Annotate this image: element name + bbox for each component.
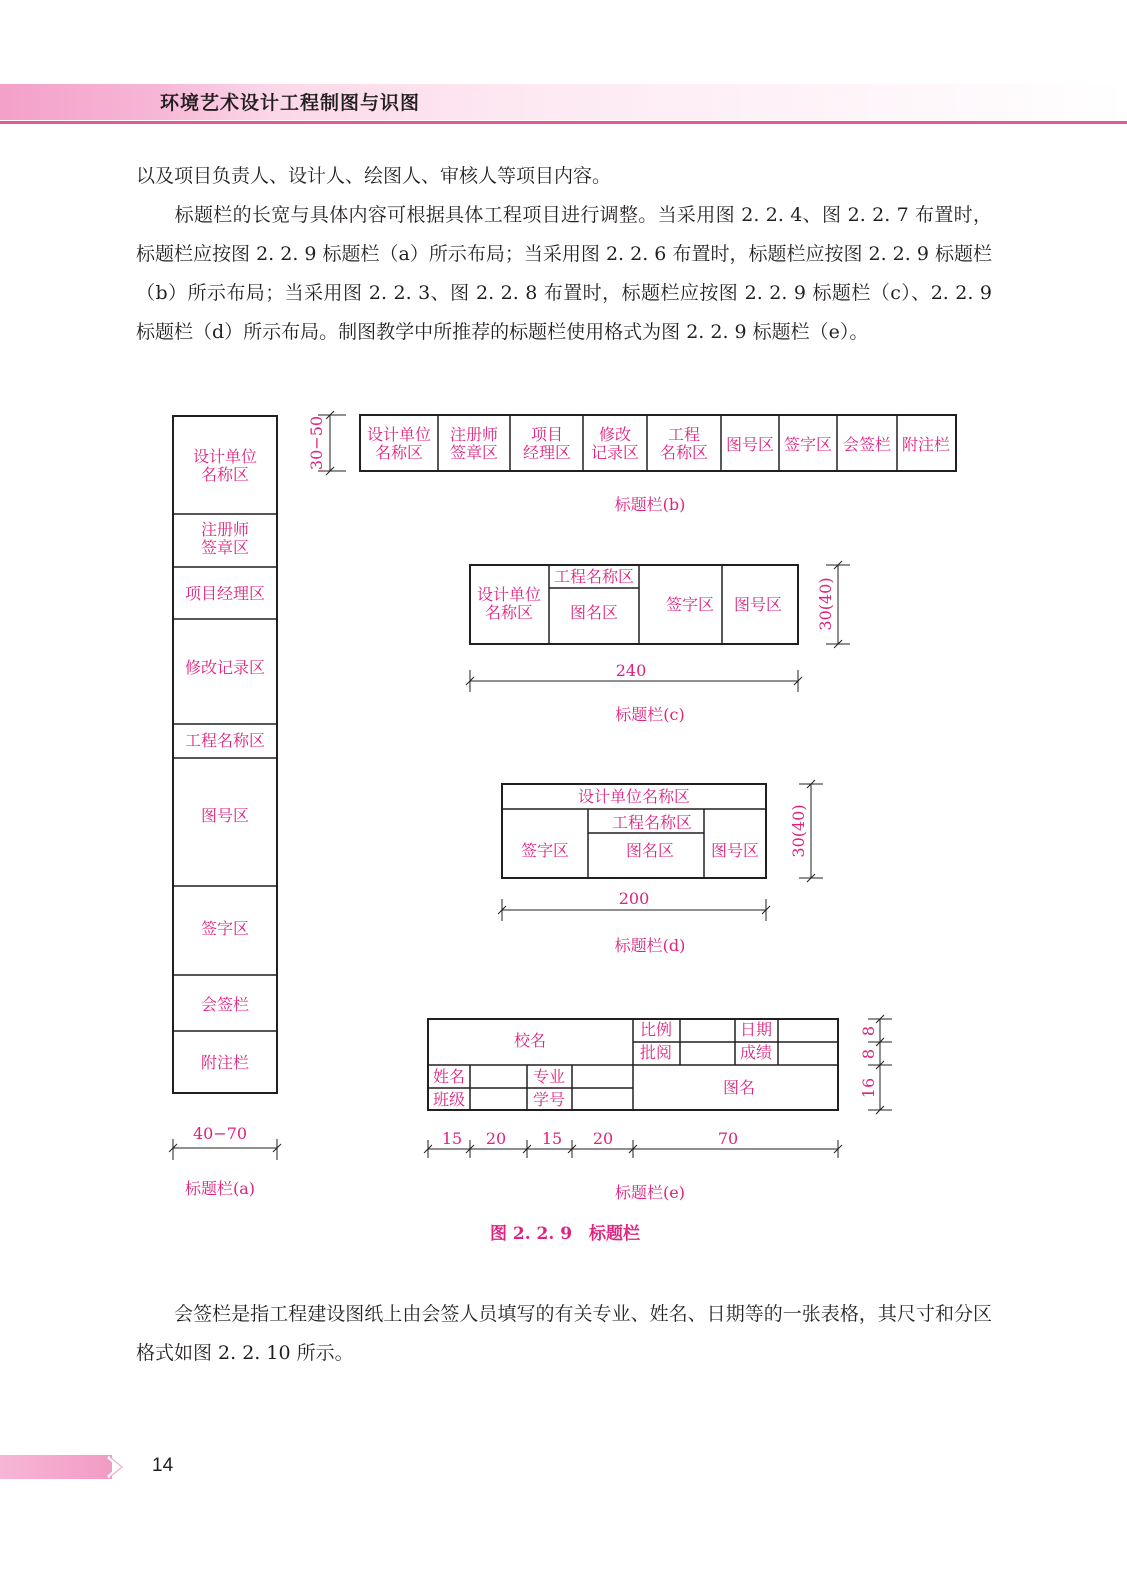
figure-caption: 图 2. 2. 9 标题栏 xyxy=(489,1224,641,1244)
b-dim-height: 30−50 xyxy=(307,415,326,471)
e-dim-h-3: 16 xyxy=(859,1077,878,1099)
e-cell-grade: 成绩 xyxy=(739,1043,773,1062)
c-cell-drawing-name: 图名区 xyxy=(569,603,619,622)
b-cell-project-name-2: 名称区 xyxy=(659,443,709,462)
b-cell-notes: 附注栏 xyxy=(901,435,951,454)
e-cell-review: 批阅 xyxy=(639,1043,673,1062)
paragraph-1: 以及项目负责人、设计人、绘图人、审核人等项目内容。 xyxy=(136,165,612,187)
d-cell-drawing-number: 图号区 xyxy=(710,841,760,860)
chevron-right-icon xyxy=(106,1455,146,1479)
a-cell-registered-1: 注册师 xyxy=(200,520,250,539)
b-cell-revision-1: 修改 xyxy=(598,425,632,444)
a-cell-project-manager: 项目经理区 xyxy=(184,584,266,603)
a-cell-project-name: 工程名称区 xyxy=(184,731,266,750)
a-dim-width: 40−70 xyxy=(192,1124,248,1143)
e-cell-class: 班级 xyxy=(432,1090,466,1109)
c-cell-design-unit-2: 名称区 xyxy=(484,603,534,622)
footer-band xyxy=(0,1455,112,1479)
d-dim-height: 30(40) xyxy=(789,804,808,858)
e-caption: 标题栏(e) xyxy=(615,1183,685,1202)
running-header-title: 环境艺术设计工程制图与识图 xyxy=(160,92,421,114)
a-cell-design-unit-2: 名称区 xyxy=(200,465,250,484)
e-dim-w-1: 15 xyxy=(441,1129,463,1148)
b-caption: 标题栏(b) xyxy=(614,495,686,514)
a-cell-registered-2: 签章区 xyxy=(200,538,250,557)
c-cell-drawing-number: 图号区 xyxy=(733,595,783,614)
e-dim-w-4: 20 xyxy=(592,1129,614,1148)
a-cell-signature: 签字区 xyxy=(200,919,250,938)
b-cell-drawing-number: 图号区 xyxy=(725,435,775,454)
b-cell-project-name-1: 工程 xyxy=(667,425,701,444)
c-cell-project-name: 工程名称区 xyxy=(553,567,635,586)
paragraph-3: 会签栏是指工程建设图纸上由会签人员填写的有关专业、姓名、日期等的一张表格，其尺寸和分区格式如图 2. 2. 10 所示。 xyxy=(136,1303,992,1364)
page-number: 14 xyxy=(152,1455,174,1476)
d-cell-signature: 签字区 xyxy=(520,841,570,860)
e-dim-w-3: 15 xyxy=(541,1129,563,1148)
title-block-c-frame xyxy=(466,561,850,692)
a-cell-revision: 修改记录区 xyxy=(184,658,266,677)
b-cell-project-1: 项目 xyxy=(530,425,564,444)
d-cell-project-name: 工程名称区 xyxy=(611,813,693,832)
d-cell-design-unit: 设计单位名称区 xyxy=(577,787,691,806)
e-dim-w-2: 20 xyxy=(485,1129,507,1148)
c-cell-signature: 签字区 xyxy=(665,595,715,614)
figure-labels xyxy=(185,416,950,1244)
b-cell-countersign: 会签栏 xyxy=(842,435,892,454)
b-cell-design-unit-1: 设计单位 xyxy=(366,425,432,444)
c-cell-design-unit-1: 设计单位 xyxy=(476,585,542,604)
b-cell-registered-2: 签章区 xyxy=(449,443,499,462)
paragraph-2: 标题栏的长宽与具体内容可根据具体工程项目进行调整。当采用图 2. 2. 4、图 2. 2. 7 布置时，标题栏应按图 2. 2. 9 标题栏（a）所示布局；当采用图 2. 2. 6 布置时，标题栏应按图 2. 2. 9 标题栏（b）所示布局；当采用图 2. 2. 3、图 2. 2. 8 布置时，标题栏应按图 2. 2. 9 标题栏（c）、2. 2. 9 标题栏（d）所示布局。制图教学中所推荐的标题栏使用格式为图 2. 2. 9 标题栏（e）。 xyxy=(136,204,992,343)
a-caption: 标题栏(a) xyxy=(184,1179,256,1198)
b-cell-registered-1: 注册师 xyxy=(449,425,499,444)
e-dim-w-5: 70 xyxy=(717,1129,739,1148)
e-cell-drawing-name: 图名 xyxy=(722,1078,756,1097)
a-cell-design-unit-1: 设计单位 xyxy=(192,447,258,466)
b-cell-signature: 签字区 xyxy=(783,435,833,454)
b-cell-revision-2: 记录区 xyxy=(590,443,640,462)
e-cell-date: 日期 xyxy=(739,1020,773,1039)
a-cell-drawing-number: 图号区 xyxy=(200,806,250,825)
figure-linework xyxy=(169,411,956,1160)
e-cell-name: 姓名 xyxy=(432,1067,466,1086)
c-caption: 标题栏(c) xyxy=(615,705,685,724)
d-dim-width: 200 xyxy=(618,889,650,908)
d-caption: 标题栏(d) xyxy=(614,936,686,955)
a-cell-countersign: 会签栏 xyxy=(200,995,250,1014)
a-cell-notes: 附注栏 xyxy=(200,1053,250,1072)
b-cell-design-unit-2: 名称区 xyxy=(374,443,424,462)
e-cell-scale: 比例 xyxy=(639,1020,673,1039)
b-cell-project-2: 经理区 xyxy=(522,443,572,462)
e-cell-school: 校名 xyxy=(513,1031,547,1050)
e-cell-major: 专业 xyxy=(532,1067,566,1086)
c-dim-height: 30(40) xyxy=(816,577,835,631)
c-dim-width: 240 xyxy=(615,661,647,680)
d-cell-drawing-name: 图名区 xyxy=(625,841,675,860)
e-dim-h-1: 8 xyxy=(859,1025,878,1037)
e-dim-h-2: 8 xyxy=(859,1048,878,1060)
e-cell-student-id: 学号 xyxy=(532,1090,566,1109)
